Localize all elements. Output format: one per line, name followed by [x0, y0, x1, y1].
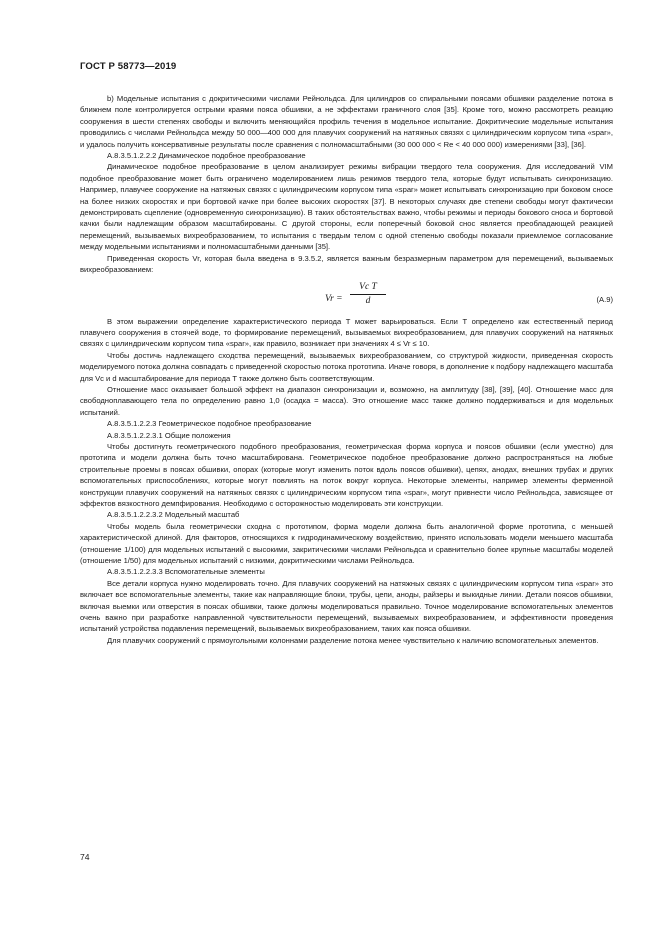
section-heading-appendages: А.8.3.5.1.2.2.3.3 Вспомогательные элементы	[107, 567, 265, 577]
section-heading-geometric-similarity: А.8.3.5.1.2.2.3 Геометрическое подобное преобразование	[107, 419, 312, 429]
paragraph-mass-ratio: Отношение масс оказывает большой эффект на диапазон синхронизации и, возможно, на амплитуду [38], [39], [40]. Отношение масс для свободноплавающего тела по определению равно 1,0 (осадка = масса). Это отношение масс также должно поддерживаться и для модельных испытаний.	[80, 384, 613, 417]
paragraph-reduced-velocity: Приведенная скорость Vr, которая была введена в 9.3.5.2, является важным безразмерным параметром для перемещений, вызываемых вихреобразованием:	[80, 253, 613, 275]
formula-numerator: Vc T	[359, 281, 377, 292]
formula-number: (А.9)	[596, 294, 613, 304]
formula-lhs: Vr =	[325, 293, 343, 304]
paragraph-appendages: Все детали корпуса нужно моделировать точно. Для плавучих сооружений на натяжных связях с цилиндрическим корпусом типа «spar» это включает все вспомогательные элементы, такие как направляющие блоки, трубы, цепи, аноды, райзеры и выкидные линии. Детали поясов обшивки, включая выемки или отверстия в поясах обшивки, также должны моделироваться правильно. Точное моделирование вспомогательных элементов очень важно при разработке направленной чувствительности перемещений, вызываемых вихреобразованием, и эффективности проведения испытаний устройства подавления перемещений, вызываемых вихреобразованием, таких как пояса обшивки.	[80, 578, 613, 634]
paragraph-subcritical-tests: b) Модельные испытания с докритическими числами Рейнольдса. Для цилиндров со спиральными поясами обшивки разделение потока в ближнем поле контролируется острыми краями пояса обшивки, а не эффектами граничного слоя [35]. Кроме того, можно рассмотреть реакцию сооружения в шести степенях свободы и включить меняющийся профиль течения в модельное испытание. Докритические модельные испытания проводились с числами Рейнольдса между 50 000—400 000 для плавучих сооружений на натяжных связях с цилиндрическим корпусом типа «spar», и удалось получить консервативные результаты после сравнения с полномасштабными (30 000 000 < Re < 40 000 000) измерениями [33], [36].	[80, 94, 613, 149]
document-body	[80, 93, 613, 646]
formula-denominator: d	[365, 295, 371, 306]
section-heading-model-scale: А.8.3.5.1.2.2.3.2 Модельный масштаб	[107, 510, 240, 520]
formula-fraction	[350, 282, 386, 308]
page-number: 74	[80, 852, 90, 862]
document-header: ГОСТ Р 58773—2019	[80, 61, 177, 72]
formula-a9	[80, 276, 613, 316]
paragraph-model-scale: Чтобы модель была геометрически сходна с прототипом, форма модели должна быть аналогичной форме прототипа, с меньшей характеристической длиной. Для факторов, относящихся к гидродинамическому воздействию, принято использовать модели меньшего масштаба (отношение 1/100) для модельных испытаний с высокими, закритическими числами Рейнольдса и сравнительно более крупные масштабы моделей (отношение 1/50) для модельных испытаний с низкими, докритическими числами Рейнольдса.	[80, 521, 613, 566]
paragraph-dynamic-similarity: Динамическое подобное преобразование в целом анализирует режимы вибрации твердого тела сооружения. Для исследований VIM подобное преобразование может быть ограничено моделированием лишь режимов твердого тела, которые будут испытывать синхронизацию. Например, плавучее сооружение на натяжных связях с цилиндрическим корпусом типа «spar» может испытывать синхронизацию при боковом сносе на более низких скоростях и при бортовой качке при более высоких скоростях [37]. В некоторых случаях две степени свободы могут фактически демонстрировать сцепление (одновременную синхронизацию). В таких обстоятельствах важно, чтобы режимы и периоды бокового сноса и бортовой качки были надлежащим образом масштабированы. С другой стороны, если поперечный боковой снос является преобладающей реакцией перемещений, вызываемых вихреобразованием, то испытания с твердым телом с одной степенью свободы показали приемлемое согласование между модельными испытаниями и полномасштабными данными [35].	[80, 162, 613, 252]
paragraph-characteristic-period: В этом выражении определение характеристического периода T может варьироваться. Если T определено как естественный период плавучего сооружения в стоячей воде, то формирование перемещений, вызываемых вихреобразованием, для плавучих сооружений на натяжных связях с цилиндрическим корпусом типа «spar», как правило, возникает при значениях 4 ≤ Vr ≤ 10.	[80, 316, 613, 349]
paragraph-geometric-similarity: Чтобы достигнуть геометрического подобного преобразования, геометрическая форма корпуса и поясов обшивки (если уместно) для прототипа и модели должна быть точно масштабирована. Геометрическое подобное преобразование должно распространяться на любые строительные проемы в поясах обшивки, опорах (которые могут изменить поток вдоль поясов обшивки), цепях, анодах, внешних трубах и других вспомогательных приспособлениях, которые могут повлиять на поток вокруг корпуса. Некоторые элементы, например элементы ферменной конструкции плавучих сооружений на натяжных связях с цилиндрическим корпусом типа «spar», могут привнести число Рейнольдса, зависящее от эффектов вязкостного демпфирования. Необходимо с осторожностью моделировать эти конструкции.	[80, 441, 613, 508]
fraction-bar	[350, 294, 386, 295]
section-heading-general: А.8.3.5.1.2.2.3.1 Общие положения	[107, 430, 231, 440]
paragraph-similarity-requirement: Чтобы достичь надлежащего сходства перемещений, вызываемых вихреобразованием, со структурой жидкости, приведенная скорость моделируемого потока должна совпадать с приведенной скоростью потока прототипа. Иначе говоря, в дополнение к подбору надлежащего масштаба для Vc и d масштабирование для периода T также должно быть соответствующим.	[80, 350, 613, 383]
section-heading-dynamic-similarity: А.8.3.5.1.2.2.2 Динамическое подобное преобразование	[107, 151, 306, 161]
paragraph-rectangular-columns: Для плавучих сооружений с прямоугольными колоннами разделение потока менее чувствительно к наличию вспомогательных элементов.	[107, 635, 599, 645]
